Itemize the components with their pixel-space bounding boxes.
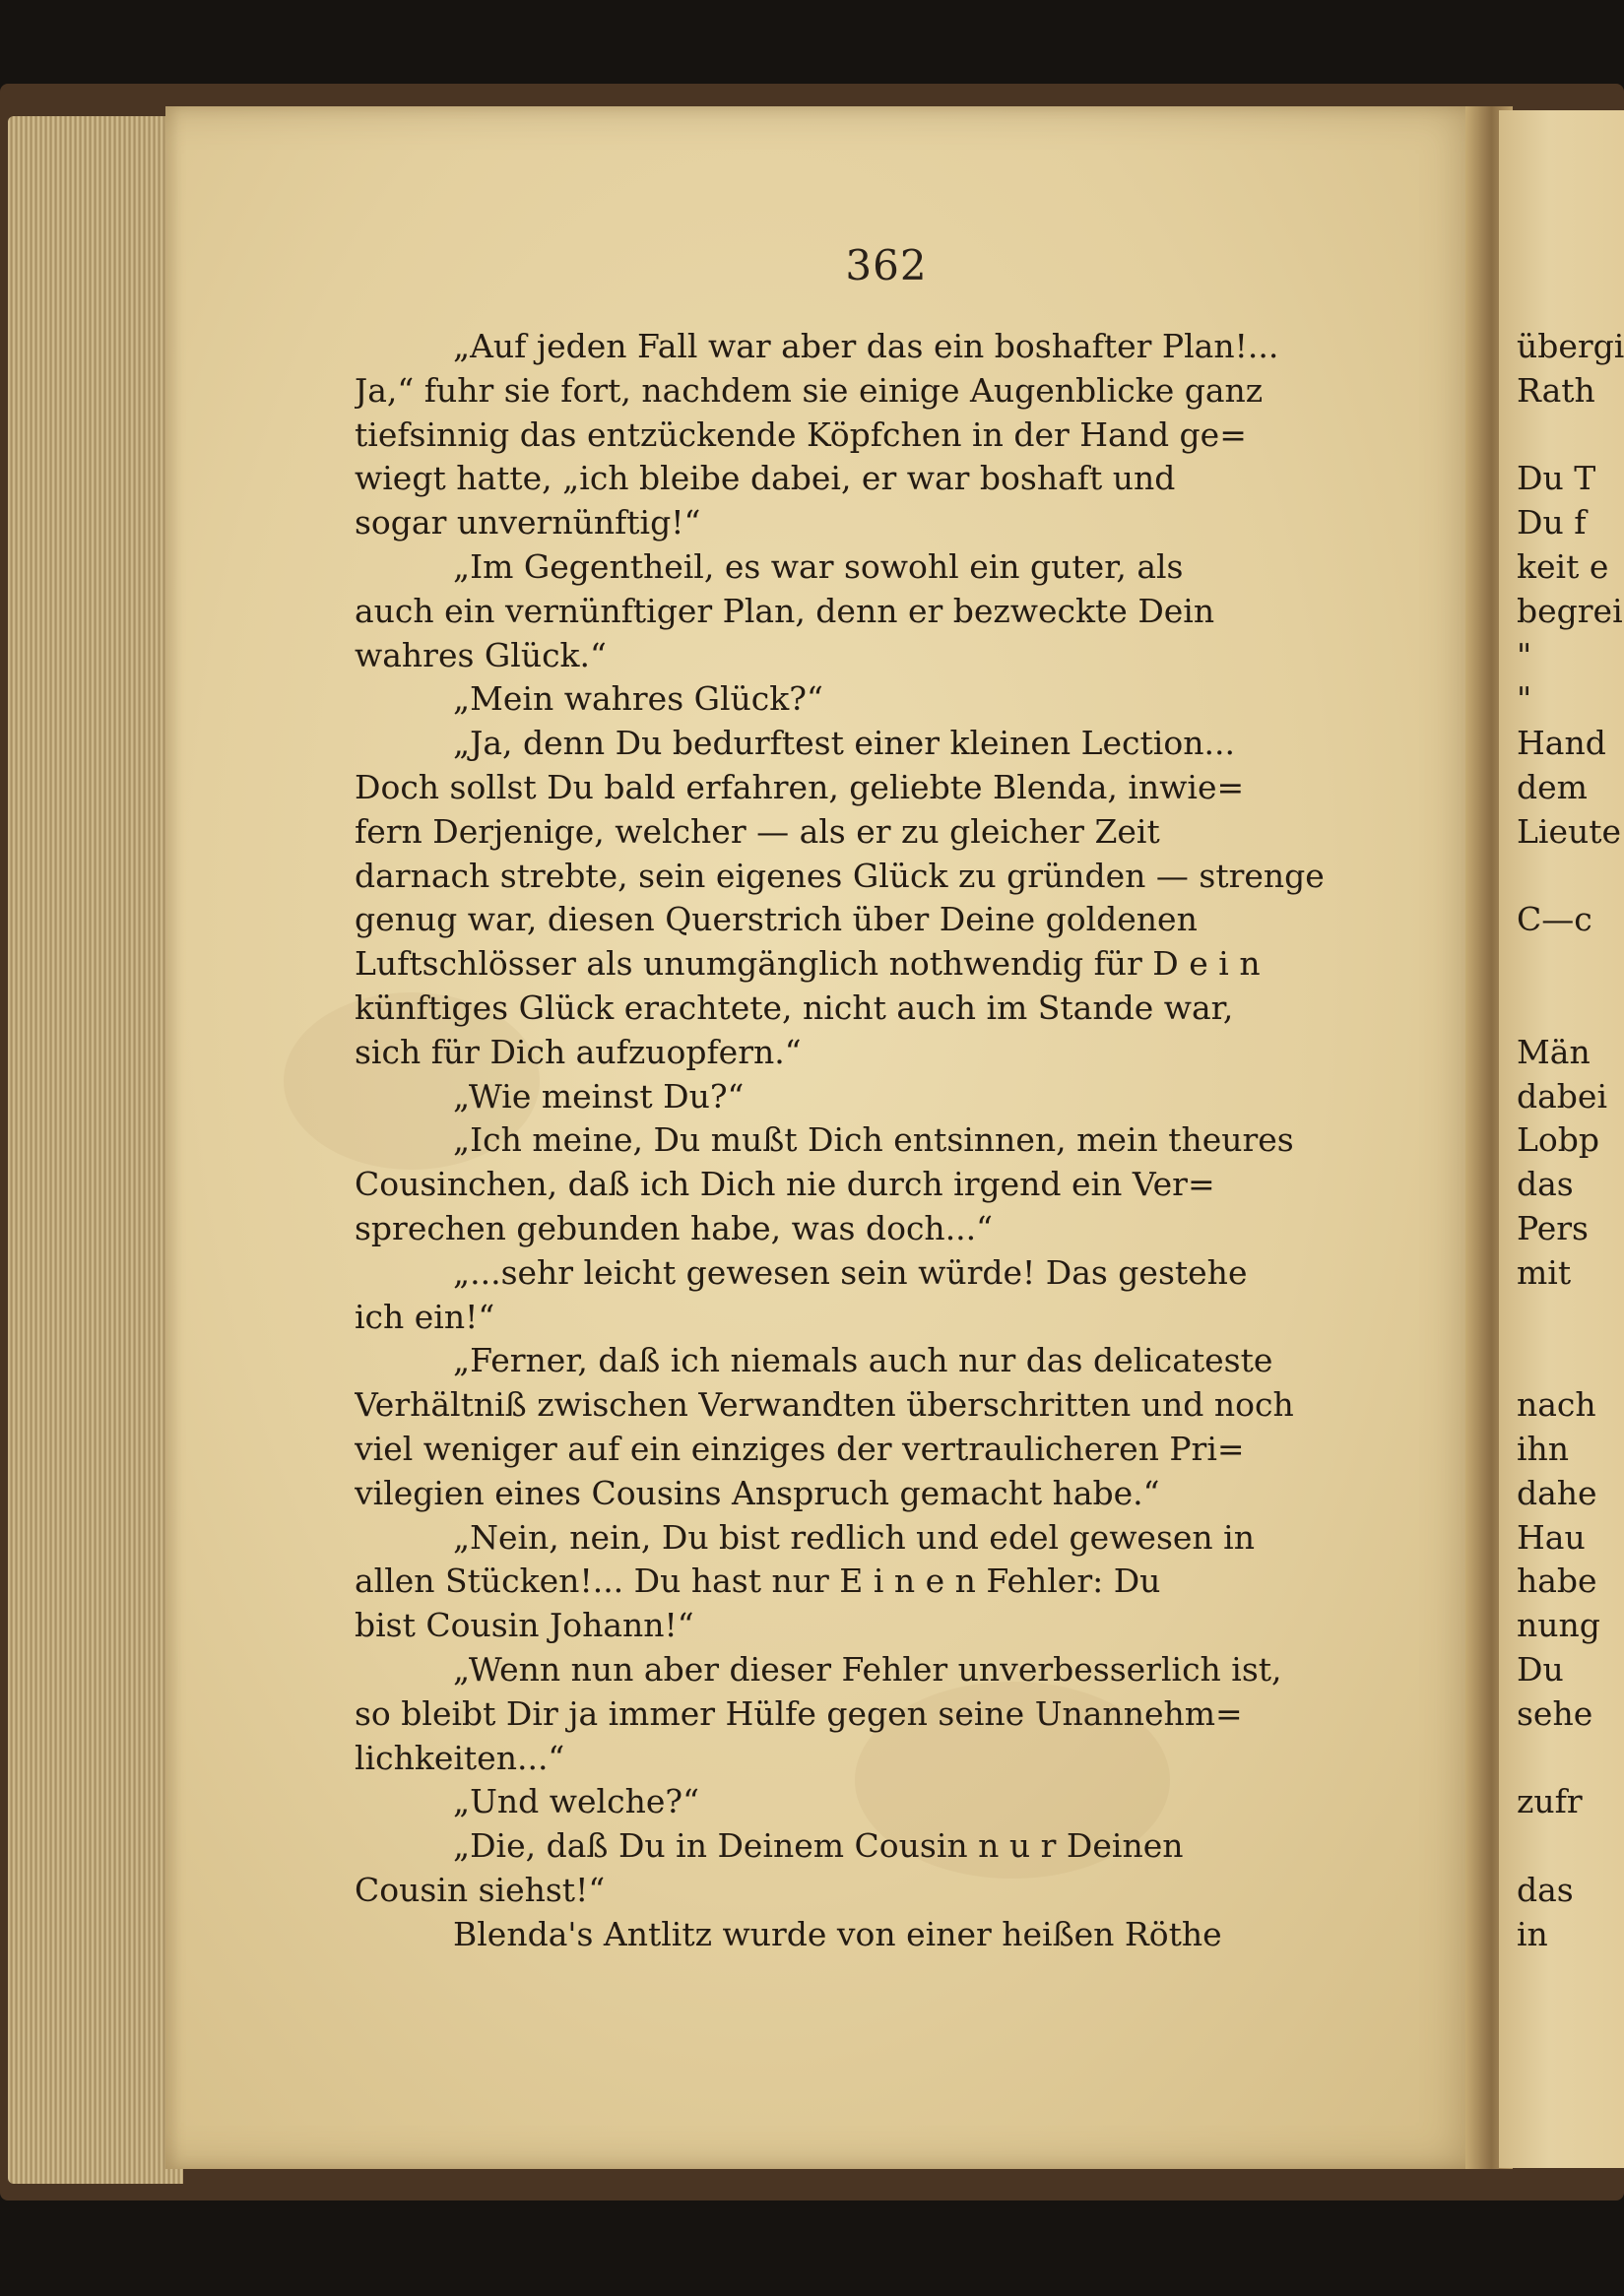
text-line: ich ein!“ bbox=[355, 1297, 495, 1336]
fragment-line: " bbox=[1517, 679, 1532, 719]
text-line: „Und welche?“ bbox=[453, 1782, 699, 1821]
text-line: viel weniger auf ein einziges der vertraulicheren Pri= bbox=[355, 1429, 1245, 1468]
text-line: „Wenn nun aber dieser Fehler unverbesserlich ist, bbox=[453, 1649, 1282, 1689]
text-line: „Auf jeden Fall war aber das ein boshafter Plan!... bbox=[453, 327, 1279, 365]
text-line: Verhältniß zwischen Verwandten überschritten und noch bbox=[355, 1385, 1294, 1425]
fragment-line bbox=[1517, 1824, 1624, 1869]
text-line: „Die, daß Du in Deinem Cousin n u r Deinen bbox=[453, 1826, 1184, 1866]
text-line: Cousin siehst!“ bbox=[355, 1870, 606, 1909]
text-line: Blenda's Antlitz wurde von einer heißen Röthe bbox=[453, 1914, 1222, 1953]
fragment-line bbox=[1517, 855, 1624, 899]
text-line: Ja,“ fuhr sie fort, nachdem sie einige Augenblicke ganz bbox=[355, 370, 1264, 410]
text-line: auch ein vernünftiger Plan, denn er bezweckte Dein bbox=[355, 591, 1215, 630]
fragment-line: habe bbox=[1517, 1562, 1597, 1601]
fragment-line bbox=[1517, 414, 1624, 458]
fragment-line: C—c bbox=[1517, 900, 1592, 939]
fragment-line: dabei bbox=[1517, 1076, 1608, 1116]
text-line: künftiges Glück erachtete, nicht auch im Stande war, bbox=[355, 988, 1234, 1027]
fragment-line: Lobp bbox=[1517, 1120, 1600, 1160]
text-line: fern Derjenige, welcher — als er zu gleicher Zeit bbox=[355, 811, 1160, 851]
fragment-line: " bbox=[1517, 635, 1532, 674]
text-line: so bleibt Dir ja immer Hülfe gegen seine Unannehm= bbox=[355, 1693, 1243, 1733]
text-line: wiegt hatte, „ich bleibe dabei, er war boshaft und bbox=[355, 459, 1176, 498]
fragment-line: dahe bbox=[1517, 1473, 1597, 1512]
fragment-line: zufr bbox=[1517, 1782, 1583, 1821]
text-line: Doch sollst Du bald erfahren, geliebte Blenda, inwie= bbox=[355, 767, 1245, 806]
fragment-line: Lieute bbox=[1517, 811, 1622, 851]
fragment-line: dem bbox=[1517, 767, 1588, 806]
text-line: „Wie meinst Du?“ bbox=[453, 1076, 745, 1116]
fragment-line: ihn bbox=[1517, 1429, 1570, 1468]
text-line: „Ferner, daß ich niemals auch nur das delicateste bbox=[453, 1341, 1273, 1380]
text-line: tiefsinnig das entzückende Köpfchen in der Hand ge= bbox=[355, 415, 1247, 454]
text-line: „...sehr leicht gewesen sein würde! Das gestehe bbox=[453, 1252, 1248, 1292]
fragment-line: in bbox=[1517, 1914, 1548, 1953]
fragment-line: übergi bbox=[1517, 327, 1624, 365]
fragment-line: nach bbox=[1517, 1385, 1596, 1425]
fragment-line bbox=[1517, 1296, 1624, 1340]
fragment-line: das bbox=[1517, 1870, 1574, 1909]
fragment-line: Du bbox=[1517, 1649, 1564, 1689]
fragment-line: das bbox=[1517, 1165, 1574, 1204]
fragment-line: Hau bbox=[1517, 1517, 1586, 1557]
text-line: wahres Glück.“ bbox=[355, 635, 607, 674]
text-line: Luftschlösser als unumgänglich nothwendig für D e i n bbox=[355, 944, 1261, 984]
fragment-line: Du f bbox=[1517, 503, 1587, 542]
fragment-line bbox=[1517, 1737, 1624, 1781]
fragment-line: mit bbox=[1517, 1252, 1572, 1292]
text-line: allen Stücken!... Du hast nur E i n e n Fehler: Du bbox=[355, 1562, 1161, 1601]
text-line: „Mein wahres Glück?“ bbox=[453, 679, 823, 719]
fragment-line: Du T bbox=[1517, 459, 1596, 498]
fragment-line: Män bbox=[1517, 1032, 1591, 1071]
fragment-line: nung bbox=[1517, 1606, 1600, 1645]
page-block-edge bbox=[8, 116, 183, 2184]
text-line: sich für Dich aufzuopfern.“ bbox=[355, 1032, 802, 1071]
text-line: darnach strebte, sein eigenes Glück zu gründen — strenge bbox=[355, 856, 1325, 895]
text-line: vilegien eines Cousins Anspruch gemacht habe.“ bbox=[355, 1473, 1160, 1512]
fragment-line bbox=[1517, 942, 1624, 987]
fragment-line bbox=[1517, 1339, 1624, 1383]
left-page-text bbox=[355, 325, 1418, 1989]
text-line: „Ja, denn Du bedurftest einer kleinen Lection... bbox=[453, 724, 1235, 763]
text-line: genug war, diesen Querstrich über Deine goldenen bbox=[355, 900, 1198, 939]
text-line: lichkeiten...“ bbox=[355, 1738, 565, 1777]
fragment-line: Pers bbox=[1517, 1208, 1589, 1247]
right-page-text-fragment bbox=[1517, 325, 1624, 1956]
text-line: sogar unvernünftig!“ bbox=[355, 503, 701, 542]
text-line: „Nein, nein, Du bist redlich und edel gewesen in bbox=[453, 1517, 1255, 1557]
page-number: 362 bbox=[845, 241, 928, 289]
text-line: Cousinchen, daß ich Dich nie durch irgend ein Ver= bbox=[355, 1165, 1215, 1204]
fragment-line bbox=[1517, 987, 1624, 1031]
fragment-line: begrei bbox=[1517, 591, 1623, 630]
text-line: bist Cousin Johann!“ bbox=[355, 1606, 694, 1645]
text-line: sprechen gebunden habe, was doch...“ bbox=[355, 1208, 994, 1247]
fragment-line: Rath bbox=[1517, 370, 1595, 410]
text-line: „Im Gegentheil, es war sowohl ein guter, als bbox=[453, 546, 1184, 586]
text-line: „Ich meine, Du mußt Dich entsinnen, mein theures bbox=[453, 1120, 1294, 1160]
fragment-line: Hand bbox=[1517, 724, 1606, 763]
fragment-line: sehe bbox=[1517, 1693, 1593, 1733]
fragment-line: keit e bbox=[1517, 546, 1609, 586]
